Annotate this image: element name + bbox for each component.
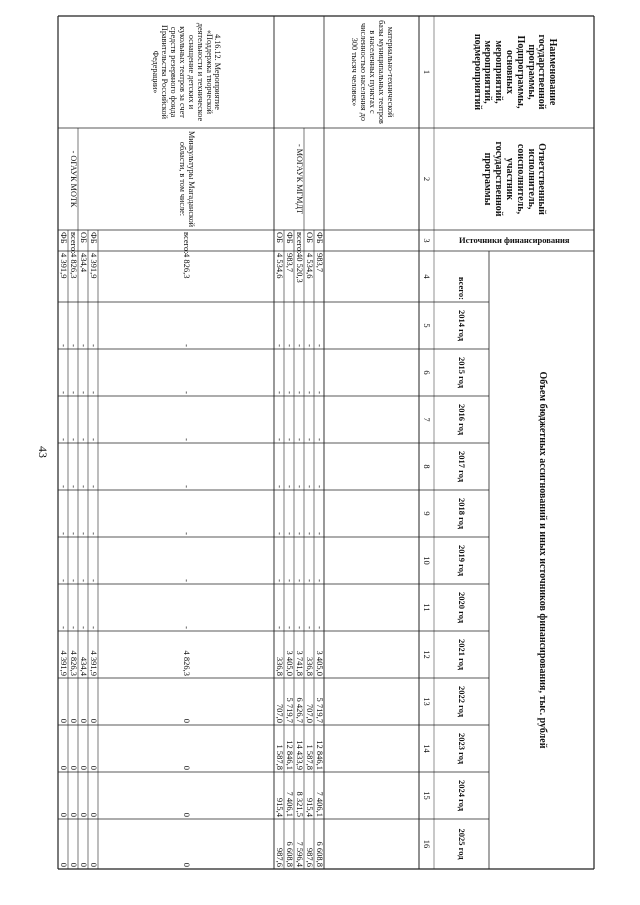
row-value-2022: 0 [58,718,69,723]
row-total: 4 826,3 [181,253,192,279]
row-responsible: - МОГАУК МГМДТ [295,143,305,215]
row-total: 4 826,3 [68,253,79,279]
row-value-2024: 0 [181,812,192,817]
row-value-2019: - [88,579,99,582]
row-value-2015: - [78,391,89,394]
header-year-2016: 2016 год [457,403,468,436]
row-value-2016: - [88,438,99,441]
header-col-number: 6 [422,370,433,375]
header-col-name: Наименование государственной программы, Подпрограммы, основных мероприятий, мероприятий, подмероприятий [471,33,559,111]
row-value-2016: - [294,438,305,441]
header-col-number: 13 [422,697,433,706]
row-value-2017: - [274,485,285,488]
row-value-2020: - [58,626,69,629]
row-value-2017: - [284,485,295,488]
row-total: 4 534,6 [304,253,315,279]
row-value-2023: 1 587,8 [304,744,315,770]
page-number: 43 [36,446,50,458]
row-value-2015: - [68,391,79,394]
row-value-2023: 0 [88,765,99,770]
row-value-2021: 336,8 [274,656,285,676]
header-year-2021: 2021 год [457,638,468,671]
row-value-2024: 0 [58,812,69,817]
row-value-2022: 707,0 [274,703,285,723]
row-value-2025: 987,6 [304,847,315,867]
row-responsible: Минкультуры Магаданской области, в том числе: [178,130,196,228]
row-value-2023: 0 [58,765,69,770]
row-value-2025: 0 [88,862,99,867]
row-source: всего: [68,232,79,254]
header-col-number: 15 [422,791,433,800]
row-value-2022: 5 719,7 [314,697,325,723]
row-value-2025: 0 [181,862,192,867]
row-value-2018: - [88,532,99,535]
row-name: материально-технической базы муниципальных театров в населенных пунктах с численностью населения до 300 тысяч человек» [350,20,395,124]
row-value-2019: - [181,579,192,582]
rotated-page [56,16,594,889]
row-value-2015: - [274,391,285,394]
row-value-2019: - [78,579,89,582]
row-value-2015: - [284,391,295,394]
row-value-2016: - [181,438,192,441]
row-total: 4 534,6 [274,253,285,279]
row-responsible: - ОГАУК МОТК [69,150,79,208]
header-year-2024: 2024 год [457,779,468,812]
row-value-2022: 707,0 [304,703,315,723]
header-funding-title: Объем бюджетных ассигнований и иных источников финансирования, тыс. рублей [536,371,548,749]
row-value-2019: - [58,579,69,582]
header-year-2017: 2017 год [457,450,468,483]
row-value-2014: - [294,344,305,347]
row-value-2017: - [181,485,192,488]
row-value-2025: 0 [68,862,79,867]
row-value-2016: - [58,438,69,441]
row-value-2021: 4 391,9 [88,650,99,676]
row-total: 4 391,9 [88,253,99,279]
row-value-2018: - [284,532,295,535]
row-value-2018: - [68,532,79,535]
row-value-2019: - [294,579,305,582]
row-value-2014: - [274,344,285,347]
row-value-2025: 0 [78,862,89,867]
row-value-2021: 4 826,3 [181,650,192,676]
row-value-2023: 0 [181,765,192,770]
row-value-2019: - [274,579,285,582]
row-value-2020: - [304,626,315,629]
row-value-2025: 6 608,8 [314,841,325,867]
row-value-2018: - [304,532,315,535]
header-col-number: 3 [422,238,433,243]
row-value-2021: 3 741,8 [294,650,305,676]
row-value-2016: - [68,438,79,441]
header-col-number: 14 [422,744,433,753]
row-value-2018: - [181,532,192,535]
row-value-2014: - [58,344,69,347]
row-value-2024: 0 [68,812,79,817]
row-value-2024: 7 406,1 [314,791,325,817]
row-value-2016: - [284,438,295,441]
header-year-2019: 2019 год [457,544,468,577]
row-value-2022: 0 [78,718,89,723]
row-source: ФБ [88,232,99,244]
row-value-2015: - [304,391,315,394]
row-value-2014: - [78,344,89,347]
header-year-2023: 2023 год [457,732,468,765]
row-value-2014: - [181,344,192,347]
row-value-2019: - [314,579,325,582]
row-value-2017: - [78,485,89,488]
row-value-2023: 1 587,8 [274,744,285,770]
header-year-2020: 2020 год [457,591,468,624]
row-value-2021: 434,4 [78,656,89,676]
row-value-2021: 4 391,9 [58,650,69,676]
header-year-2022: 2022 год [457,685,468,718]
row-source: ОБ [78,232,89,244]
header-col-number: 1 [422,69,433,75]
row-value-2024: 0 [78,812,89,817]
row-value-2025: 6 608,8 [284,841,295,867]
row-value-2017: - [58,485,69,488]
row-value-2016: - [274,438,285,441]
row-value-2016: - [314,438,325,441]
row-value-2020: - [78,626,89,629]
row-value-2022: 0 [88,718,99,723]
row-value-2022: 0 [181,718,192,723]
row-value-2014: - [88,344,99,347]
row-value-2019: - [284,579,295,582]
row-value-2023: 0 [78,765,89,770]
row-value-2015: - [314,391,325,394]
header-col-number: 9 [422,511,433,516]
row-source: ФБ [284,232,295,244]
row-value-2024: 8 321,5 [294,791,305,817]
row-value-2015: - [58,391,69,394]
row-value-2016: - [78,438,89,441]
row-total: 983,7 [314,253,325,273]
header-col-number: 12 [422,650,433,659]
row-value-2020: - [274,626,285,629]
row-value-2025: 987,6 [274,847,285,867]
row-value-2021: 4 826,3 [68,650,79,676]
row-total: 434,4 [78,253,89,273]
row-value-2017: - [304,485,315,488]
row-value-2024: 7 406,1 [284,791,295,817]
row-value-2015: - [181,391,192,394]
row-value-2021: 3 405,0 [284,650,295,676]
row-value-2020: - [314,626,325,629]
row-value-2024: 915,4 [304,797,315,817]
row-value-2017: - [294,485,305,488]
header-year-2018: 2018 год [457,497,468,530]
header-col-number: 11 [422,603,433,612]
row-name: 4.16.12. Мероприятие «Поддержка творческой деятельности и техническое оснащение детских и кукольных театров за счет средств резервного фонда Правительства Российской Федерации» [151,22,223,122]
row-source: всего: [294,232,305,254]
header-year-2014: 2014 год [457,309,468,342]
row-source: ФБ [58,232,69,244]
header-col-number: 7 [422,417,433,422]
header-col-source: Источники финансирования [458,234,570,245]
header-year-2015: 2015 год [457,356,468,389]
financing-table [56,16,594,889]
row-value-2022: 5 719,7 [284,697,295,723]
row-value-2021: 3 405,0 [314,650,325,676]
row-value-2022: 6 426,7 [294,697,305,723]
row-value-2019: - [304,579,315,582]
header-col-number: 5 [422,323,433,328]
header-col-number: 8 [422,464,433,469]
header-col-responsible: Ответственный исполнитель, соисполнитель, участник государственной программы [482,141,548,217]
row-value-2019: - [68,579,79,582]
row-source: ОБ [274,232,285,244]
row-value-2025: 7 596,4 [294,841,305,867]
row-value-2015: - [294,391,305,394]
row-value-2025: 0 [58,862,69,867]
row-value-2016: - [304,438,315,441]
row-value-2014: - [68,344,79,347]
row-value-2024: 0 [88,812,99,817]
header-col-number: 2 [422,176,433,182]
row-total: 40 520,3 [294,253,305,283]
row-source: всего: [181,232,192,254]
row-value-2014: - [304,344,315,347]
row-value-2020: - [68,626,79,629]
row-value-2018: - [274,532,285,535]
row-value-2023: 14 433,9 [294,740,305,770]
row-value-2017: - [68,485,79,488]
row-value-2024: 915,4 [274,797,285,817]
row-value-2018: - [78,532,89,535]
header-col-number: 16 [422,839,433,849]
row-source: ОБ [304,232,315,244]
header-total: всего: [457,276,468,300]
header-year-2025: 2025 год [457,828,468,860]
row-value-2014: - [284,344,295,347]
row-value-2020: - [181,626,192,629]
row-value-2023: 12 846,1 [314,740,325,770]
row-value-2017: - [314,485,325,488]
row-value-2018: - [58,532,69,535]
row-value-2021: 336,8 [304,656,315,676]
row-value-2020: - [88,626,99,629]
row-value-2018: - [294,532,305,535]
row-value-2020: - [284,626,295,629]
row-total: 4 391,9 [58,253,69,279]
header-col-number: 10 [422,556,433,565]
row-total: 983,7 [284,253,295,273]
header-col-number: 4 [422,274,433,279]
row-value-2015: - [88,391,99,394]
row-value-2023: 12 846,1 [284,740,295,770]
row-value-2018: - [314,532,325,535]
row-value-2020: - [294,626,305,629]
row-value-2022: 0 [68,718,79,723]
row-value-2023: 0 [68,765,79,770]
row-source: ФБ [314,232,325,244]
row-value-2014: - [314,344,325,347]
row-value-2017: - [88,485,99,488]
